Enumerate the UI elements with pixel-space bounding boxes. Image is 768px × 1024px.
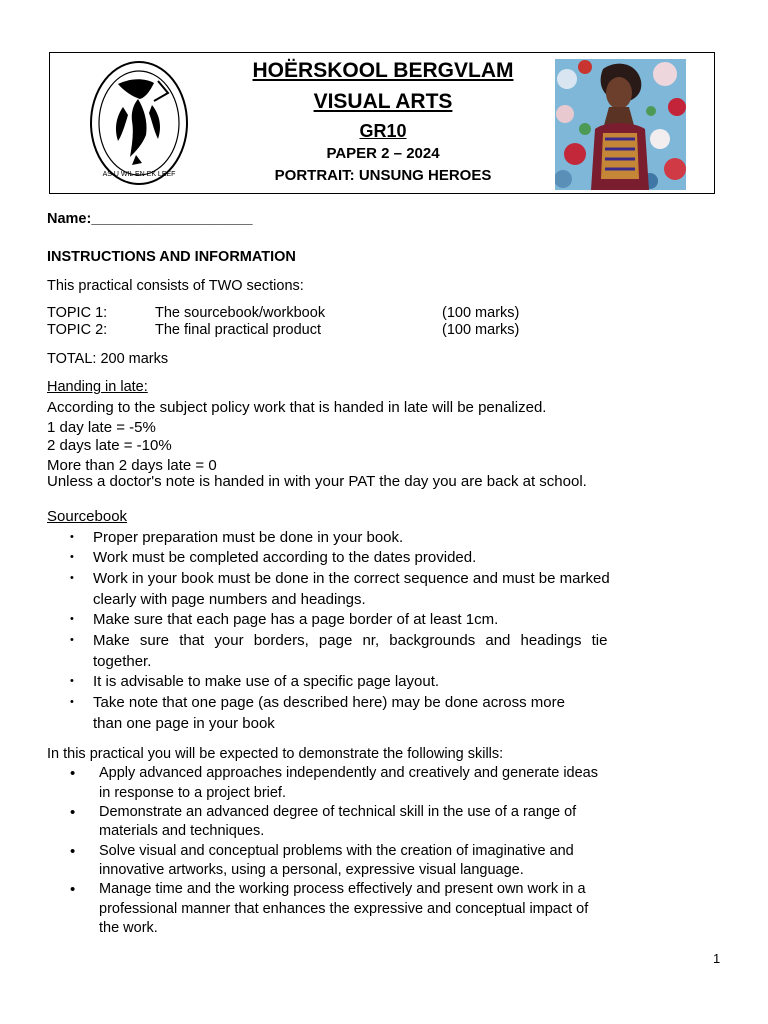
header-box <box>49 52 715 194</box>
sourcebook-item-continued: clearly with page numbers and headings. <box>93 591 366 608</box>
theme-title: PORTRAIT: UNSUNG HEROES <box>274 167 492 184</box>
skill-item: Manage time and the working process effectively and present own work in a <box>99 881 586 897</box>
bullet-icon: • <box>70 843 76 860</box>
page-number: 1 <box>713 951 721 966</box>
portrait-artwork-image <box>555 59 686 190</box>
late-rule-3: More than 2 days late = 0 <box>47 457 217 474</box>
skill-item: Demonstrate an advanced degree of technical skill in the use of a range of <box>99 804 577 820</box>
sourcebook-item-continued: together. <box>93 653 152 670</box>
late-rule-2: 2 days late = -10% <box>47 437 172 454</box>
late-rule-1: 1 day late = -5% <box>47 419 156 436</box>
sourcebook-item: Work must be completed according to the dates provided. <box>93 549 477 566</box>
skills-intro: In this practical you will be expected to demonstrate the following skills: <box>47 746 504 762</box>
intro-text: This practical consists of TWO sections: <box>47 278 304 294</box>
bullet-icon: • <box>70 881 76 898</box>
bullet-icon: • <box>70 613 74 625</box>
topic-2-desc: The final practical product <box>155 322 322 338</box>
name-field[interactable]: Name:____________________ <box>47 211 253 227</box>
subject-title: VISUAL ARTS <box>313 90 453 113</box>
bullet-icon: • <box>70 804 76 821</box>
logo-motto: AS U WIL EN EK LEEF <box>102 171 176 178</box>
late-heading: Handing in late: <box>47 379 148 395</box>
topic-1-marks: (100 marks) <box>442 305 520 321</box>
bullet-icon: • <box>70 531 74 543</box>
skill-item-continued: innovative artworks, using a personal, expressive visual language. <box>99 862 524 878</box>
topic-1-desc: The sourcebook/workbook <box>155 305 326 321</box>
late-note: Unless a doctor's note is handed in with your PAT the day you are back at school. <box>47 473 587 490</box>
bullet-icon: • <box>70 675 74 687</box>
sourcebook-item: It is advisable to make use of a specific page layout. <box>93 673 440 690</box>
sourcebook-item-continued: than one page in your book <box>93 715 275 732</box>
bullet-icon: • <box>70 572 74 584</box>
sourcebook-item: Work in your book must be done in the correct sequence and must be marked <box>93 570 610 587</box>
skill-item: Apply advanced approaches independently and creatively and generate ideas <box>99 765 598 781</box>
bullet-icon: • <box>70 696 74 708</box>
sourcebook-item: Make sure that each page has a page border of at least 1cm. <box>93 611 499 628</box>
skill-item-continued: the work. <box>99 920 158 936</box>
bullet-icon: • <box>70 765 76 782</box>
sourcebook-item: Make sure that your borders, page nr, backgrounds and headings tie <box>93 632 608 649</box>
skill-item: Solve visual and conceptual problems with the creation of imaginative and <box>99 843 574 859</box>
sourcebook-item: Take note that one page (as described here) may be done across more <box>93 694 565 711</box>
late-policy: According to the subject policy work that is handed in late will be penalized. <box>47 399 547 416</box>
topic-2-label: TOPIC 2: <box>47 322 108 338</box>
grade-label: GR10 <box>359 121 407 141</box>
skill-item-continued: materials and techniques. <box>99 823 265 839</box>
instructions-heading: INSTRUCTIONS AND INFORMATION <box>47 249 296 265</box>
skill-item-continued: in response to a project brief. <box>99 785 286 801</box>
sourcebook-heading: Sourcebook <box>47 508 128 525</box>
topic-2-marks: (100 marks) <box>442 322 520 338</box>
sourcebook-item: Proper preparation must be done in your book. <box>93 529 404 546</box>
skill-item-continued: professional manner that enhances the expressive and conceptual impact of <box>99 901 589 917</box>
paper-label: PAPER 2 – 2024 <box>326 145 440 162</box>
topic-1-label: TOPIC 1: <box>47 305 108 321</box>
total-marks: TOTAL: 200 marks <box>47 351 169 367</box>
school-name: HOËRSKOOL BERGVLAM <box>252 59 514 82</box>
bullet-icon: • <box>70 551 74 563</box>
bullet-icon: • <box>70 634 74 646</box>
